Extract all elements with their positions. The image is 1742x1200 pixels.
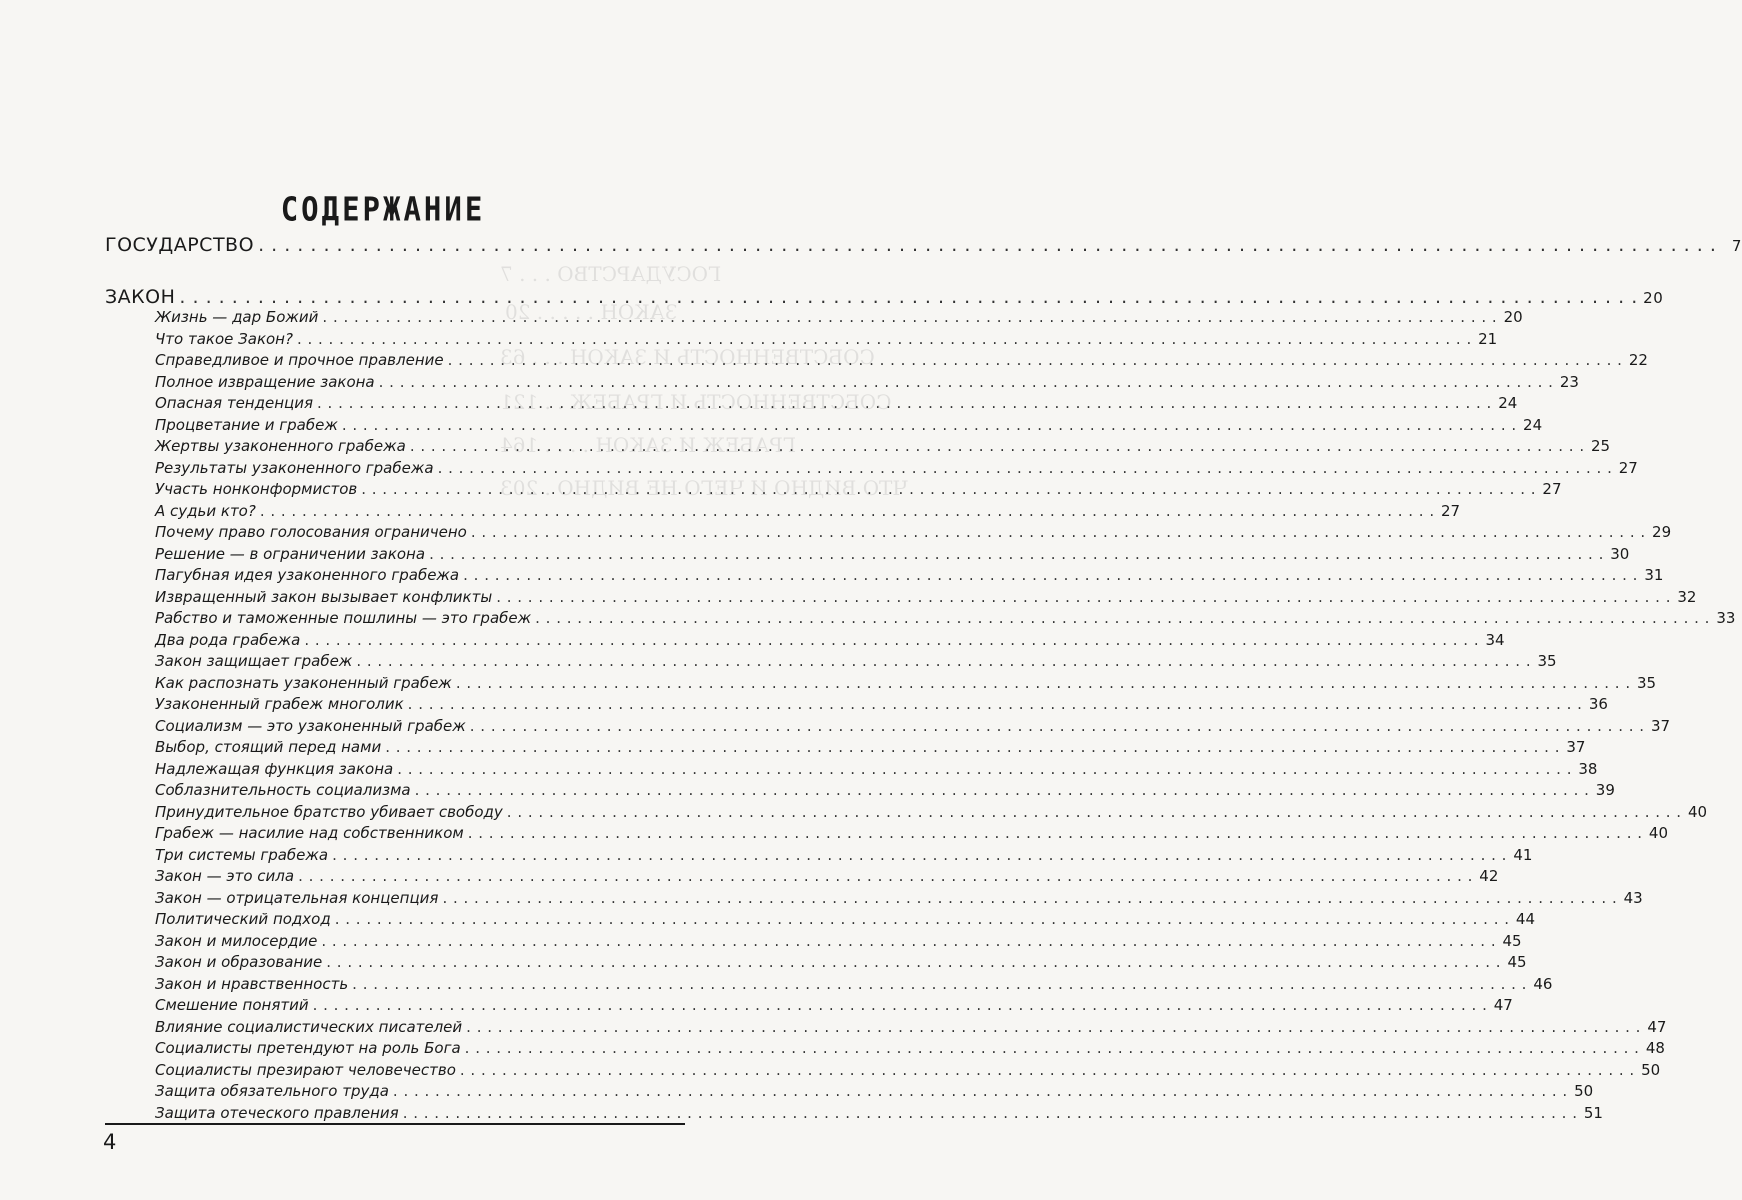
dot-leader — [393, 1082, 1567, 1100]
dot-leader — [379, 373, 1553, 391]
dot-leader — [442, 889, 1616, 907]
toc-entry-page: 35 — [1537, 652, 1557, 670]
toc-subsection — [105, 1017, 1667, 1036]
show-through-text: СОБСТВЕННОСТЬ И ЗАКОН . . . 63 — [500, 345, 875, 369]
toc-subsection — [105, 695, 1608, 713]
toc-subsection — [105, 673, 1657, 692]
toc-entry-page: 44 — [1515, 910, 1536, 928]
toc-entry-page: 31 — [1644, 566, 1664, 584]
toc-entry-title: ГОСУДАРСТВО — [105, 234, 255, 256]
toc-subsection — [105, 802, 1708, 821]
toc-entry-page: 45 — [1507, 953, 1527, 971]
toc-subsection — [105, 566, 1664, 584]
toc-subsection — [105, 996, 1513, 1014]
toc-entry-title: Социалисты претендуют на роль Бога — [155, 1039, 461, 1057]
dot-leader — [298, 867, 1472, 885]
toc-subsection — [105, 1060, 1661, 1079]
toc-subsection — [105, 501, 1461, 520]
toc-entry-page: 43 — [1623, 888, 1643, 907]
toc-subsection — [105, 931, 1522, 950]
dot-leader — [403, 1104, 1577, 1122]
page-number: 4 — [103, 1130, 117, 1154]
toc-subsection — [105, 609, 1736, 627]
dot-leader — [297, 330, 1471, 348]
dot-leader — [317, 394, 1491, 412]
toc-subsection — [105, 372, 1579, 391]
toc-entry-page: 42 — [1479, 867, 1499, 885]
dot-leader — [429, 545, 1603, 563]
toc-entry-page: 40 — [1648, 824, 1668, 842]
show-through-text: ГРАБЕЖ И ЗАКОН . . . . 164 — [500, 433, 797, 457]
toc-subsection — [105, 458, 1638, 477]
toc-entry-title: Пагубная идея узаконенного грабежа — [155, 566, 460, 584]
dot-leader — [397, 760, 1571, 778]
toc-entry-title: Два рода грабежа — [155, 630, 301, 649]
toc-entry-title: ЗАКОН — [105, 286, 176, 308]
toc-entry-page: 27 — [1441, 501, 1461, 520]
toc-entry-page: 37 — [1566, 738, 1586, 756]
dot-leader — [460, 1061, 1634, 1079]
toc-entry-title: Три системы грабежа — [155, 845, 329, 864]
toc-subsection — [105, 781, 1615, 799]
toc-entry-page: 48 — [1645, 1039, 1665, 1057]
toc-subsection — [105, 910, 1536, 928]
toc-subsection — [105, 308, 1523, 326]
toc-entry-title: Опасная тенденция — [155, 394, 314, 412]
toc-entry-title: Рабство и таможенные пошлины — это грабеж — [155, 609, 532, 627]
dot-leader — [332, 846, 1506, 864]
toc-entry-page: 39 — [1595, 781, 1615, 799]
toc-entry-title: Политический подход — [155, 910, 331, 928]
toc-entry-page: 45 — [1502, 931, 1522, 950]
toc-subsection — [105, 523, 1672, 541]
toc-subsection — [105, 845, 1533, 864]
toc-entry-title: Закон защищает грабеж — [155, 652, 353, 670]
toc-entry-title: Справедливое и прочное правление — [155, 351, 444, 369]
toc-entry-page: 51 — [1583, 1103, 1603, 1122]
dot-leader — [496, 588, 1670, 606]
toc-entry-page: 27 — [1618, 458, 1638, 477]
toc-entry-page: 30 — [1610, 544, 1630, 563]
toc-subsection — [105, 738, 1586, 756]
toc-entry-title: Закон и милосердие — [155, 931, 318, 950]
toc-entry-page: 40 — [1687, 802, 1708, 821]
toc-subsection — [105, 544, 1630, 563]
dot-leader — [408, 695, 1582, 713]
dot-leader — [356, 652, 1530, 670]
toc-entry-page: 20 — [1643, 289, 1664, 307]
toc-subsection — [105, 587, 1697, 606]
show-through-text: СОБСТВЕННОСТЬ И ГРАБЕЖ . . 121 — [500, 390, 892, 414]
toc-subsection — [105, 415, 1543, 434]
toc-subsection — [105, 974, 1553, 993]
toc-entry-page: 38 — [1578, 759, 1598, 778]
toc-subsection — [105, 824, 1668, 842]
toc-entry-page: 34 — [1485, 630, 1505, 649]
toc-entry-title: Смешение понятий — [155, 996, 309, 1014]
toc-entry-title: Закон и нравственность — [155, 974, 349, 993]
toc-entry-page: 24 — [1498, 394, 1518, 412]
toc-entry-title: Защита отеческого правления — [155, 1103, 399, 1122]
toc-subsection — [105, 953, 1527, 971]
dot-leader — [361, 480, 1535, 498]
dot-leader — [415, 781, 1589, 799]
toc-entry-page: 36 — [1588, 695, 1608, 713]
show-through-text: ЧТО ВИДНО И ЧЕГО НЕ ВИДНО . 203 — [500, 476, 908, 500]
toc-subsection — [105, 867, 1499, 885]
toc-entry-title: Надлежащая функция закона — [155, 759, 394, 778]
toc-entry-title: Грабеж — насилие над собственником — [155, 824, 464, 842]
toc-entry-title: Социалисты презирают человечество — [155, 1060, 456, 1079]
toc-entry-page: 46 — [1533, 974, 1553, 993]
toc-entry-page: 32 — [1677, 587, 1697, 606]
toc-subsection — [105, 1082, 1594, 1100]
toc-entry-title: Процветание и грабеж — [155, 415, 338, 434]
dot-leader — [463, 566, 1637, 584]
dot-leader — [535, 609, 1709, 627]
toc-section — [105, 286, 1664, 308]
toc-entry-title: Жизнь — дар Божий — [155, 308, 319, 326]
dot-leader — [507, 803, 1681, 821]
toc-entry-page: 41 — [1513, 845, 1533, 864]
dot-leader — [322, 308, 1496, 326]
toc-entry-title: Влияние социалистических писателей — [155, 1017, 463, 1036]
dot-leader — [304, 631, 1478, 649]
dot-leader — [342, 416, 1516, 434]
page-title: СОДЕРЖАНИЕ — [280, 189, 486, 229]
toc-entry-page: 33 — [1716, 609, 1736, 627]
toc-subsection — [105, 888, 1643, 907]
dot-leader — [470, 717, 1644, 735]
dot-leader — [385, 738, 1559, 756]
toc-entry-page: 29 — [1652, 523, 1672, 541]
dot-leader — [326, 953, 1500, 971]
toc-entry-title: Извращенный закон вызывает конфликты — [155, 587, 493, 606]
toc-entry-page: 50 — [1641, 1060, 1661, 1079]
toc-entry-title: Результаты узаконенного грабежа — [155, 458, 434, 477]
footer-rule — [105, 1123, 685, 1125]
dot-leader — [438, 459, 1612, 477]
dot-leader — [471, 523, 1645, 541]
show-through-text: ГОСУДАРСТВО . . . 7 — [500, 262, 722, 286]
toc-entry-page: 20 — [1503, 308, 1523, 326]
toc-entry-page: 47 — [1493, 996, 1513, 1014]
toc-subsection — [105, 759, 1598, 778]
toc-entry-page: 35 — [1637, 673, 1657, 692]
toc-entry-page: 23 — [1559, 372, 1579, 391]
toc-entry-title: Узаконенный грабеж многолик — [155, 695, 404, 713]
toc-entry-page: 21 — [1478, 329, 1498, 348]
toc-subsection — [105, 630, 1505, 649]
dot-leader — [258, 234, 1716, 256]
toc-entry-title: Закон — отрицательная концепция — [155, 888, 439, 907]
toc-entry-page: 37 — [1650, 716, 1671, 735]
toc-entry-title: Выбор, стоящий перед нами — [155, 738, 382, 756]
toc-subsection — [105, 329, 1498, 348]
dot-leader — [352, 975, 1526, 993]
toc-entry-title: Принудительное братство убивает свободу — [155, 802, 503, 821]
toc-entry-title: Защита обязательного труда — [155, 1082, 389, 1100]
toc-subsection — [105, 652, 1557, 670]
toc-entry-page: 50 — [1574, 1082, 1594, 1100]
toc-entry-title: Соблазнительность социализма — [155, 781, 411, 799]
toc-entry-title: Почему право голосования ограничено — [155, 523, 467, 541]
dot-leader — [465, 1039, 1639, 1057]
dot-leader — [468, 824, 1642, 842]
toc-subsection — [105, 1103, 1603, 1122]
toc-entry-page: 27 — [1542, 480, 1562, 498]
toc-entry-title: Закон — это сила — [155, 867, 295, 885]
show-through-text: ЗАКОН . . . . . 20 — [505, 300, 678, 324]
dot-leader — [456, 674, 1630, 692]
dot-leader — [313, 996, 1487, 1014]
toc-entry-title: Социализм — это узаконенный грабеж — [155, 716, 466, 735]
toc-entry-page: 24 — [1523, 415, 1543, 434]
dot-leader — [466, 1018, 1640, 1036]
toc-entry-title: Решение — в ограничении закона — [155, 544, 426, 563]
toc-entry-page: 7 — [1731, 237, 1742, 255]
toc-entry-title: Полное извращение закона — [155, 372, 375, 391]
toc-entry-page: 22 — [1628, 351, 1648, 369]
dot-leader — [321, 932, 1495, 950]
toc-entry-page: 25 — [1591, 437, 1611, 455]
dot-leader — [179, 286, 1637, 308]
dot-leader — [335, 910, 1509, 928]
dot-leader — [260, 502, 1434, 520]
dot-leader — [448, 351, 1622, 369]
toc-entry-title: Что такое Закон? — [155, 329, 293, 348]
toc-subsection — [105, 716, 1671, 735]
toc-entry-title: Участь нонконформистов — [155, 480, 358, 498]
toc-entry-title: Как распознать узаконенный грабеж — [155, 673, 452, 692]
toc-entry-page: 47 — [1647, 1017, 1667, 1036]
toc-subsection — [105, 1039, 1665, 1057]
toc-section — [105, 234, 1742, 256]
dot-leader — [410, 437, 1584, 455]
toc-entry-title: А судьи кто? — [155, 501, 256, 520]
toc-entry-title: Жертвы узаконенного грабежа — [155, 437, 406, 455]
toc-entry-title: Закон и образование — [155, 953, 323, 971]
